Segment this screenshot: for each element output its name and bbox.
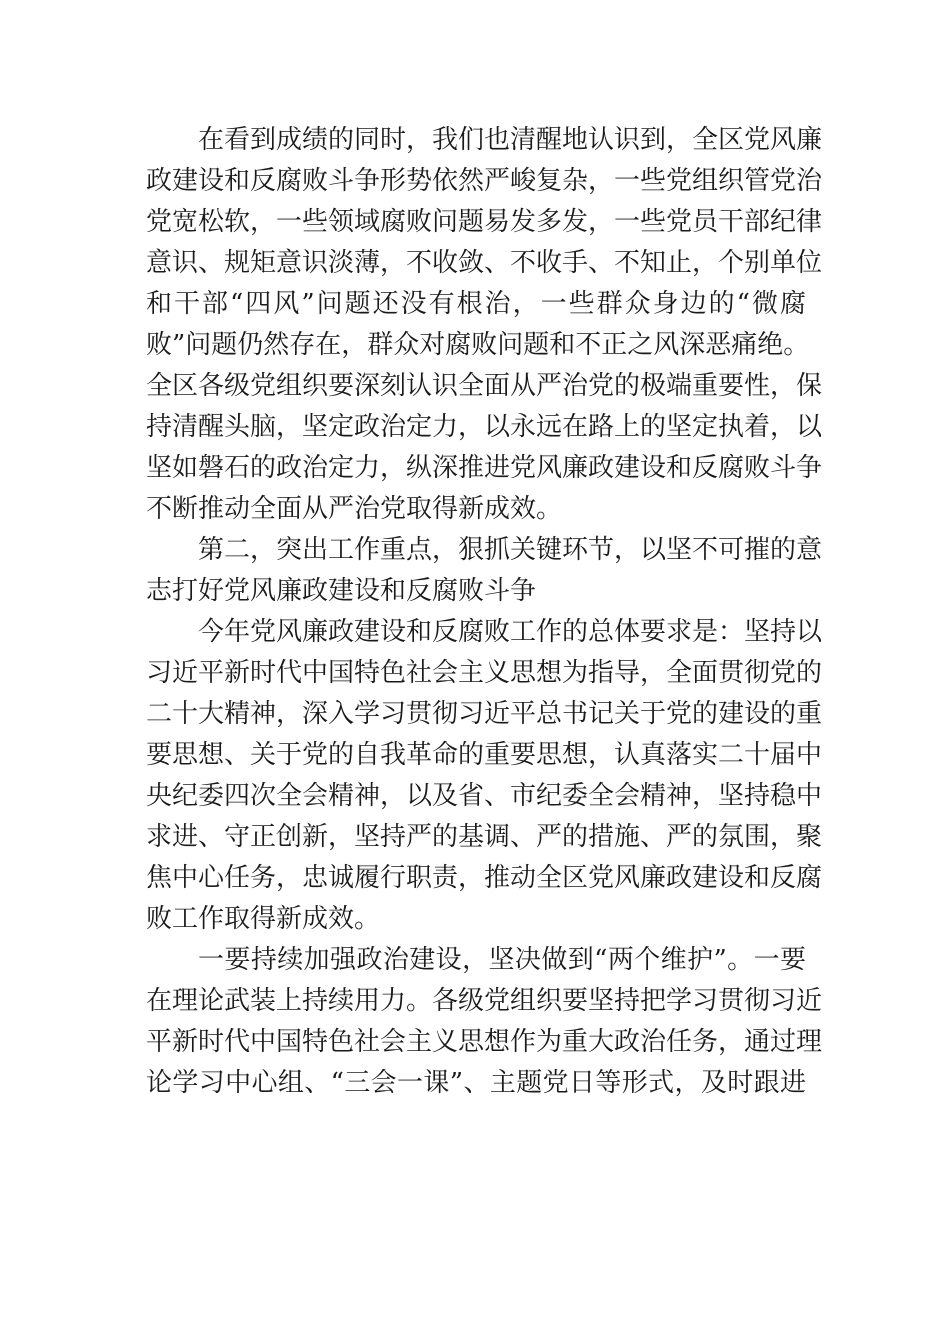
document-body	[146, 120, 823, 1104]
text-line: 求进、守正创新，坚持严的基调、严的措施、严的氛围，聚	[146, 822, 823, 852]
text-line: 在理论武装上持续用力。各级党组织要坚持把学习贯彻习近	[146, 986, 823, 1016]
paragraph	[146, 120, 823, 529]
paragraph	[146, 940, 823, 1103]
text-line: 不断推动全面从严治党取得新成效。	[146, 494, 563, 524]
text-line: 败工作取得新成效。	[146, 904, 381, 934]
text-line: 二十大精神，深入学习贯彻习近平总书记关于党的建设的重	[146, 699, 823, 729]
text-line: 志打好党风廉政建设和反腐败斗争	[146, 576, 537, 606]
text-line: 政建设和反腐败斗争形势依然严峻复杂，一些党组织管党治	[146, 166, 823, 196]
text-line: 第二，突出工作重点，狠抓关键环节，以坚不可摧的意	[198, 535, 823, 565]
text-line: 在看到成绩的同时，我们也清醒地认识到，全区党风廉	[198, 125, 823, 155]
text-line: 论学习中心组、“三会一课”、主题党日等形式，及时跟进	[146, 1068, 806, 1098]
text-line: 败”问题仍然存在，群众对腐败问题和不正之风深恶痛绝。	[146, 330, 810, 360]
text-line: 意识、规矩意识淡薄，不收敛、不收手、不知止，个别单位	[146, 248, 823, 278]
text-line: 习近平新时代中国特色社会主义思想为指导，全面贯彻党的	[146, 658, 823, 688]
text-line: 全区各级党组织要深刻认识全面从严治党的极端重要性，保	[146, 371, 823, 401]
paragraph	[146, 612, 823, 939]
text-line: 坚如磐石的政治定力，纵深推进党风廉政建设和反腐败斗争	[146, 453, 823, 483]
text-line: 持清醒头脑，坚定政治定力，以永远在路上的坚定执着，以	[146, 412, 823, 442]
section-heading-paragraph	[146, 530, 823, 611]
text-line: 要思想、关于党的自我革命的重要思想，认真落实二十届中	[146, 740, 823, 770]
text-line: 一要持续加强政治建设，坚决做到“两个维护”。一要	[198, 945, 806, 975]
text-line: 党宽松软，一些领域腐败问题易发多发，一些党员干部纪律	[146, 207, 823, 237]
text-line: 和干部“四风”问题还没有根治，一些群众身边的“微腐	[146, 289, 806, 319]
text-line: 焦中心任务，忠诚履行职责，推动全区党风廉政建设和反腐	[146, 863, 823, 893]
text-line: 平新时代中国特色社会主义思想作为重大政治任务，通过理	[146, 1027, 823, 1057]
text-line: 今年党风廉政建设和反腐败工作的总体要求是：坚持以	[198, 617, 823, 647]
text-line: 央纪委四次全会精神，以及省、市纪委全会精神，坚持稳中	[146, 781, 823, 811]
